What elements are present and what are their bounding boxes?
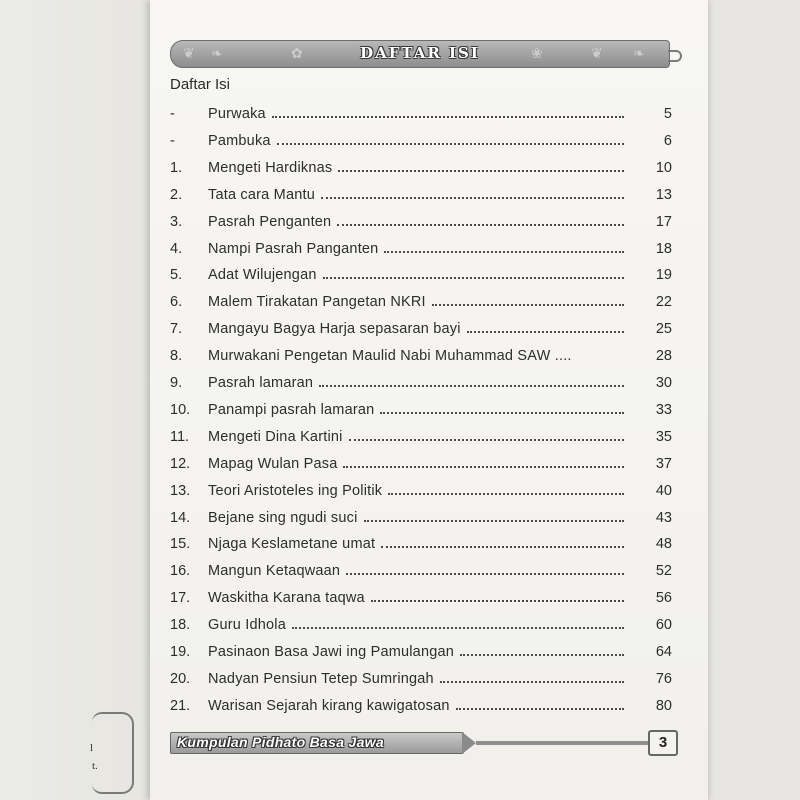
toc-entry-title: Pasrah Penganten bbox=[208, 213, 332, 230]
toc-entry bbox=[170, 475, 672, 499]
toc-entry-page: 64 bbox=[655, 644, 672, 660]
footer-rule bbox=[476, 741, 648, 745]
toc-entry-title: Mengeti Hardiknas bbox=[208, 159, 333, 176]
toc-entry-page: 22 bbox=[655, 294, 672, 311]
toc-entry-number: 6. bbox=[170, 294, 183, 311]
toc-dot-leader bbox=[364, 519, 625, 522]
footer-label-box bbox=[170, 732, 464, 754]
toc-entry bbox=[170, 690, 672, 714]
toc-entry-title: Malem Tirakatan Pangetan NKRI bbox=[208, 294, 426, 311]
toc-entry-title: Warisan Sejarah kirang kawigatosan bbox=[208, 697, 450, 714]
ornament-icon: ❦ bbox=[591, 45, 603, 61]
toc-heading: Daftar Isi bbox=[170, 76, 231, 93]
toc-entry-page: 76 bbox=[655, 670, 672, 687]
ornament-icon: ❧ bbox=[633, 45, 645, 61]
toc-entry-number: 16. bbox=[170, 563, 191, 580]
toc-dot-leader bbox=[343, 465, 624, 468]
ornament-icon: ❀ bbox=[531, 45, 543, 61]
page-number: 3 bbox=[648, 730, 678, 756]
toc-dot-leader bbox=[346, 572, 624, 575]
toc-entry bbox=[170, 152, 672, 176]
toc-entry-page: 40 bbox=[655, 482, 672, 499]
footer-arrow-ornament bbox=[462, 732, 476, 754]
toc-entry-page: 5 bbox=[663, 106, 672, 122]
toc-entry-title: Panampi pasrah lamaran bbox=[208, 401, 375, 418]
toc-entry bbox=[170, 206, 672, 230]
toc-entry bbox=[170, 394, 672, 418]
toc-dot-leader bbox=[440, 680, 624, 683]
toc-entry-title: Adat Wilujengan bbox=[208, 267, 317, 284]
toc-entry bbox=[170, 663, 672, 687]
toc-entry-number: - bbox=[170, 132, 175, 149]
toc-entry-number: 12. bbox=[170, 455, 191, 472]
toc-entry-title: Mangun Ketaqwaan bbox=[208, 563, 341, 580]
toc-entry bbox=[170, 233, 672, 257]
toc-dot-leader bbox=[321, 196, 624, 199]
toc-entry-number: 13. bbox=[170, 482, 191, 499]
toc-entry-number: 20. bbox=[170, 670, 191, 687]
toc-entry bbox=[170, 555, 672, 579]
toc-entry bbox=[170, 179, 672, 203]
underlying-page bbox=[0, 0, 160, 800]
toc-entry bbox=[170, 421, 672, 445]
toc-dot-leader bbox=[384, 250, 624, 253]
toc-entry-title: Guru Idhola bbox=[208, 617, 286, 634]
toc-entry-title: Tata cara Mantu bbox=[208, 186, 315, 203]
toc-dot-leader bbox=[319, 384, 624, 387]
toc-entry-number: 17. bbox=[170, 590, 191, 607]
toc-entry bbox=[170, 609, 672, 633]
toc-entry-number: 2. bbox=[170, 186, 183, 203]
toc-entry-page: 25 bbox=[655, 321, 672, 338]
toc-entry-title: Mangayu Bagya Harja sepasaran bayi bbox=[208, 321, 461, 338]
toc-entry bbox=[170, 528, 672, 552]
toc-dot-leader bbox=[380, 411, 624, 414]
ornament-icon: ❦ bbox=[183, 45, 195, 61]
toc-entry-title: Nadyan Pensiun Tetep Sumringah bbox=[208, 670, 434, 687]
toc-entry-title: Njaga Keslametane umat bbox=[208, 536, 376, 553]
toc-entry-title: Waskitha Karana taqwa bbox=[208, 590, 365, 607]
toc-entry-number: 19. bbox=[170, 644, 191, 660]
toc-dot-leader bbox=[460, 653, 624, 656]
toc-entry-title: Murwakani Pengetan Maulid Nabi Muhammad SAW .... bbox=[208, 348, 572, 365]
toc-entry bbox=[170, 286, 672, 310]
toc-entry-number: 21. bbox=[170, 697, 191, 714]
header-banner bbox=[170, 40, 670, 68]
toc-entry-number: - bbox=[170, 106, 175, 122]
toc-dot-leader bbox=[456, 707, 624, 710]
toc-entry-page: 13 bbox=[655, 186, 672, 203]
toc-entry-page: 48 bbox=[655, 536, 672, 553]
toc-entry-title: Purwaka bbox=[208, 106, 266, 122]
toc-dot-leader bbox=[272, 115, 624, 118]
toc-entry-page: 17 bbox=[655, 213, 672, 230]
toc-entry-number: 5. bbox=[170, 267, 183, 284]
background-surface bbox=[708, 0, 800, 800]
ornament-icon: ❧ bbox=[211, 45, 223, 61]
toc-entry-number: 8. bbox=[170, 348, 183, 365]
toc-dot-leader bbox=[381, 545, 624, 548]
toc-entry-number: 7. bbox=[170, 321, 183, 338]
toc-entry bbox=[170, 448, 672, 472]
toc-entry-page: 80 bbox=[655, 697, 672, 714]
toc-entry bbox=[170, 367, 672, 391]
toc-entry bbox=[170, 125, 672, 149]
toc-entry-number: 18. bbox=[170, 617, 191, 634]
toc-dot-leader bbox=[467, 330, 624, 333]
toc-entry-number: 9. bbox=[170, 375, 183, 391]
toc-entry bbox=[170, 259, 672, 283]
toc-entry-title: Mengeti Dina Kartini bbox=[208, 428, 343, 445]
book-page bbox=[150, 0, 708, 800]
toc-entry-title: Mapag Wulan Pasa bbox=[208, 455, 338, 472]
toc-dot-leader bbox=[349, 438, 624, 441]
toc-entry-page: 60 bbox=[655, 617, 672, 634]
toc-entry-title: Pasrah lamaran bbox=[208, 375, 314, 391]
toc-entry-number: 1. bbox=[170, 159, 183, 176]
toc-entry bbox=[170, 636, 672, 660]
toc-entry-page: 52 bbox=[655, 563, 672, 580]
toc-entry bbox=[170, 582, 672, 606]
toc-entry-page: 37 bbox=[655, 455, 672, 472]
underlying-page-text: t. bbox=[92, 760, 98, 772]
toc-entry bbox=[170, 98, 672, 122]
toc-entry-page: 28 bbox=[655, 348, 672, 365]
banner-scroll-ornament bbox=[668, 50, 682, 62]
toc-dot-leader bbox=[371, 599, 624, 602]
toc-entry-title: Nampi Pasrah Panganten bbox=[208, 240, 379, 257]
underlying-page-text: l bbox=[90, 742, 94, 754]
toc-entry-page: 10 bbox=[655, 159, 672, 176]
toc-dot-leader bbox=[338, 169, 624, 172]
toc-entry-page: 35 bbox=[655, 428, 672, 445]
toc-entry-page: 33 bbox=[655, 401, 672, 418]
book-title: Kumpulan Pidhato Basa Jawa bbox=[177, 734, 384, 750]
toc-entry-number: 15. bbox=[170, 536, 191, 553]
toc-dot-leader bbox=[292, 626, 624, 629]
toc-dot-leader bbox=[432, 303, 624, 306]
footer-band bbox=[170, 732, 678, 754]
toc-entry bbox=[170, 313, 672, 337]
toc-entry-number: 14. bbox=[170, 509, 191, 526]
toc-entry-title: Teori Aristoteles ing Politik bbox=[208, 482, 383, 499]
toc-entry-page: 56 bbox=[655, 590, 672, 607]
toc-entry-number: 4. bbox=[170, 240, 183, 257]
toc-entry-page: 19 bbox=[655, 267, 672, 284]
underlying-page-frame bbox=[92, 712, 134, 794]
toc-entry-number: 3. bbox=[170, 213, 183, 230]
toc-entry-title: Pasinaon Basa Jawi ing Pamulangan bbox=[208, 644, 455, 660]
toc-entry-title: Pambuka bbox=[208, 132, 271, 149]
toc-entry-page: 6 bbox=[663, 132, 672, 149]
toc-entry-number: 10. bbox=[170, 401, 191, 418]
toc-dot-leader bbox=[277, 142, 624, 145]
toc-dot-leader bbox=[337, 223, 624, 226]
page-title: DAFTAR ISI bbox=[360, 44, 480, 62]
toc-dot-leader bbox=[388, 492, 624, 495]
toc-entry bbox=[170, 502, 672, 526]
ornament-icon: ✿ bbox=[291, 45, 303, 61]
toc-entry-page: 30 bbox=[655, 375, 672, 391]
toc-entry-page: 43 bbox=[655, 509, 672, 526]
toc-entry-page: 18 bbox=[655, 240, 672, 257]
toc-entry-title: Bejane sing ngudi suci bbox=[208, 509, 358, 526]
toc-dot-leader bbox=[323, 276, 624, 279]
toc-entry bbox=[170, 340, 672, 364]
toc-entry-number: 11. bbox=[170, 428, 190, 445]
